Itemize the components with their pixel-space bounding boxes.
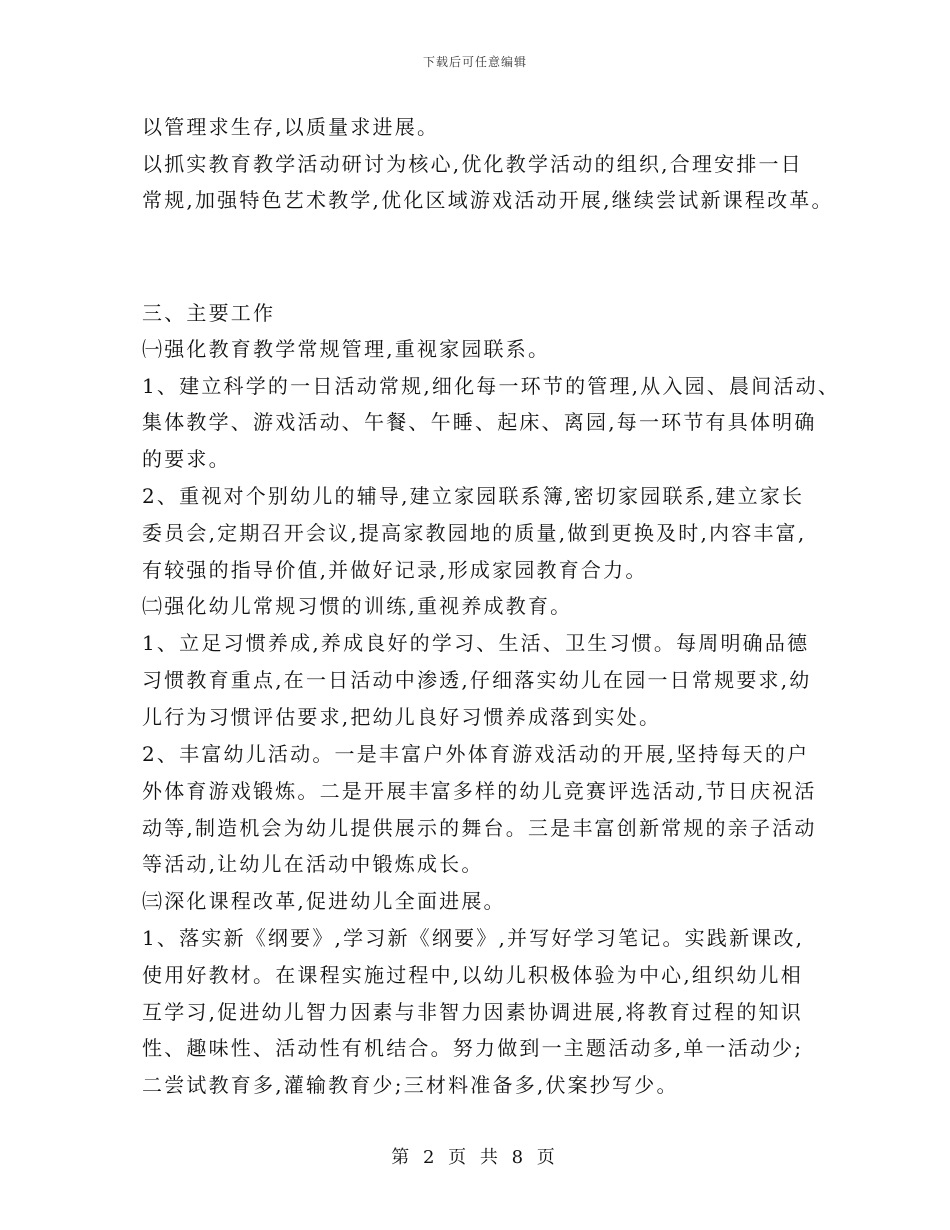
paragraph-line: 儿行为习惯评估要求,把幼儿良好习惯养成落到实处。 [142,705,662,729]
paragraph-line: 1、建立科学的一日活动常规,细化每一环节的管理,从入园、晨间活动、 [142,374,841,398]
paragraph-line: 以抓实教育教学活动研讨为核心,优化教学活动的组织,合理安排一日 [142,152,803,176]
paragraph-line: 1、落实新《纲要》,学习新《纲要》,并写好学习笔记。实践新课改, [142,926,805,950]
paragraph-line: 集体教学、游戏活动、午餐、午睡、起床、离园,每一环节有具体明确 [142,410,817,434]
section-heading: 三、主要工作 [142,301,276,325]
subsection-heading: ㈢深化课程改革,促进幼儿全面进展。 [142,889,506,913]
paragraph-line: 动等,制造机会为幼儿提供展示的舞台。三是丰富创新常规的亲子活动 [142,816,817,840]
paragraph-line: 2、丰富幼儿活动。一是丰富户外体育游戏活动的开展,坚持每天的户 [142,742,810,766]
paragraph-line: 常规,加强特色艺术教学,优化区域游戏活动开展,继续尝试新课程改革。 [142,188,834,212]
paragraph-line: 性、趣味性、活动性有机结合。努力做到一主题活动多,单一活动少; [142,1036,804,1060]
paragraph-line: 以管理求生存,以质量求进展。 [142,115,440,139]
subsection-heading: ㈠强化教育教学常规管理,重视家园联系。 [142,337,551,361]
paragraph-line: 使用好教材。在课程实施过程中,以幼儿积极体验为中心,组织幼儿相 [142,963,803,987]
paragraph-line: 有较强的指导价值,并做好记录,形成家园教育合力。 [142,558,648,582]
paragraph-line: 互学习,促进幼儿智力因素与非智力因素协调进展,将教育过程的知识 [142,1000,803,1024]
paragraph-line: 1、立足习惯养成,养成良好的学习、生活、卫生习惯。每周明确品德 [142,631,810,655]
paragraph-line: 外体育游戏锻炼。二是开展丰富多样的幼儿竞赛评选活动,节日庆祝活 [142,779,817,803]
paragraph-line: 2、重视对个别幼儿的辅导,建立家园联系簿,密切家园联系,建立家长 [142,484,805,508]
paragraph-line: 习惯教育重点,在一日活动中渗透,仔细落实幼儿在园一日常规要求,幼 [142,668,812,692]
paragraph-line: 委员会,定期召开会议,提高家教园地的质量,做到更换及时,内容丰富, [142,521,807,545]
paragraph-line: 的要求。 [142,447,231,471]
paragraph-line: 二尝试教育多,灌输教育少;三材料准备多,伏案抄写少。 [142,1073,679,1097]
paragraph-line: 等活动,让幼儿在活动中锻炼成长。 [142,852,484,876]
page-number: 第 2 页 共 8 页 [391,1147,559,1168]
subsection-heading: ㈡强化幼儿常规习惯的训练,重视养成教育。 [142,594,573,618]
page-header: 下载后可任意编辑 [422,55,527,69]
